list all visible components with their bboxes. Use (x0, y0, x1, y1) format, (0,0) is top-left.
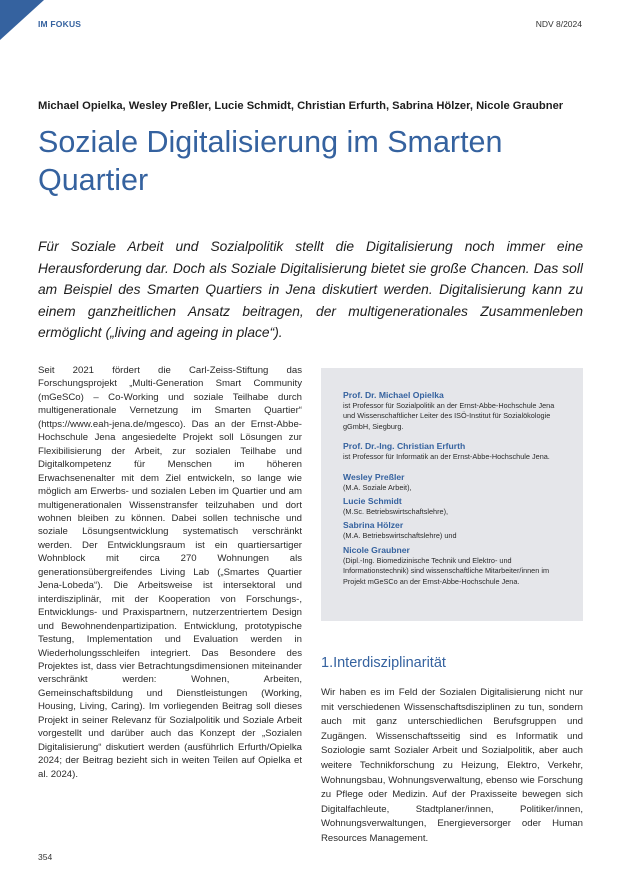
author-description: (M.A. Betriebswirtschaftslehre) und (343, 531, 457, 541)
author-entry (343, 389, 565, 432)
lead-paragraph: Für Soziale Arbeit und Sozialpolitik stellt die Digitalisierung noch immer eine Herausforderung dar. Doch als Soziale Digitalisierung bietet sie große Chancen. Das soll am Beispiel des Smarten Quartiers in Jena diskutiert werden. Digitalisierung kann zu einem ganzheitlichen Ansatz beitragen, der multigenerationales Zusammenleben ermöglicht („living and ageing in place“). (38, 239, 583, 340)
author-description: (M.A. Soziale Arbeit), (343, 482, 412, 492)
authors-line: Michael Opielka, Wesley Preßler, Lucie Schmidt, Christian Erfurth, Sabrina Hölzer, Nicole Graubner (38, 100, 564, 112)
author-entry (343, 471, 565, 493)
issue-label: NDV 8/2024 (535, 19, 582, 29)
author-description: ist Professor für Sozialpolitik an der Ernst-Abbe-Hochschule Jena und Wissenschaftlicher Leiter des ISÖ-Institut für Sozialökologie gGmbH, Siegburg. (343, 401, 555, 431)
author-name: Wesley Preßler (343, 471, 405, 482)
author-entry (343, 519, 565, 541)
author-name: Nicole Graubner (343, 544, 410, 555)
author-name: Prof. Dr.-Ing. Christian Erfurth (343, 441, 466, 452)
author-name: Sabrina Hölzer (343, 520, 404, 531)
author-info-box (321, 368, 583, 621)
article-title: Soziale Digitalisierung im Smarten Quartier (38, 125, 503, 197)
section-label: IM FOKUS (38, 19, 82, 29)
author-name: Lucie Schmidt (343, 496, 402, 507)
author-entry (343, 544, 565, 587)
author-description: (Dipl.-Ing. Biomedizinische Technik und Elektro- und Informationstechnik) sind wissenschaftliche Mitarbeiter/innen im Projekt mGeSCo an der Ernst-Abbe-Hochschule Jena. (343, 555, 550, 586)
body-text-left: Seit 2021 fördert die Carl-Zeiss-Stiftung das Forschungsprojekt „Multi-Generation Smart Community (mGeSCo) – Co-Working und soziale Teilhabe durch multigenerationale Vernetzung im Smarten Quartier“ (https://www.eah-jena.de/mgesco). Das an der Ernst-Abbe-Hochschule Jena angesiedelte Projekt soll Lösungen zur Flexibilisierung der Arbeit, zur sozialen Teilhabe und Digitalkompetenz für Menschen im höheren Erwachsenenalter mit dem Ziel entwickeln, so lange wie möglich am Erwerbs- und sozialen Leben im Quartier und am multigenerationalen Wissenstransfer teilzuhaben und dort wohnen bleiben zu können. Dabei sollen technische und soziale Lösungsentwicklung systematisch verschränkt werden. Der Entwicklungsraum ist ein quartiersartiger Wohnblock mit circa 270 Wohnungen als generationsübergreifendes Living Lab („Smartes Quartier Jena-Lobeda“). Die Arbeitsweise ist intersektoral und interdisziplinär, mit der Kooperation von Forschungs-, Entwicklungs- und Praxispartnern, nutzerzentriertem Design und Bewohnendenpartizipation. Entwicklung, prototypische Testung, Implementation und Evaluation werden in Wiederholungsschleifen integriert. Das Besondere des Projektes ist, dass vier Betrachtungsdimensionen miteinander verschränkt werden: Wohnen, Arbeiten, Gemeinschaftsbildung und Dienstleistungen (Working, Housing, Living, Caring). Im vorliegenden Beitrag soll dieses Projekt in seiner Relevanz für Sozialpolitik und Soziale Arbeit vorgestellt und darüber auch das Konzept der „Sozialen Digitalisierung“ diskutiert werden (ausführlich Erfurth/Opielka 2024; der Beitrag bezieht sich in weiten Teilen auf Opielka et al. 2024). (38, 365, 302, 780)
author-entry (343, 495, 565, 517)
body-text-right: Wir haben es im Feld der Sozialen Digitalisierung nicht nur mit verschiedenen Wissenschaftsdisziplinen zu tun, sondern auch mit ganz unterschiedlichen Berufsgruppen und Zugängen. Wissenschaftsseitig sind es Informatik und Soziologie samt Sozialer Arbeit und Sozialpolitik, aber auch weitere Technikforschung zu Heizung, Elektro, Verkehr, Wohnungsbau, Wohnungsverwaltung, ebenso wie Forschung zu Pflege oder Medizin. Auf der Praxisseite bewegen sich Digitalfachleute, Stadtplaner/innen, Politiker/innen, Wohnungsverwaltungen, Energieversorger oder Human Resources Management. (321, 687, 583, 844)
author-description: ist Professor für Informatik an der Ernst-Abbe-Hochschule Jena. (343, 452, 550, 462)
author-name: Prof. Dr. Michael Opielka (343, 390, 444, 400)
author-description: (M.Sc. Betriebswirtschaftslehre), (343, 507, 449, 517)
author-entry (343, 440, 565, 462)
section-heading: 1.Interdisziplinarität (321, 655, 446, 671)
page-number: 354 (38, 852, 53, 862)
